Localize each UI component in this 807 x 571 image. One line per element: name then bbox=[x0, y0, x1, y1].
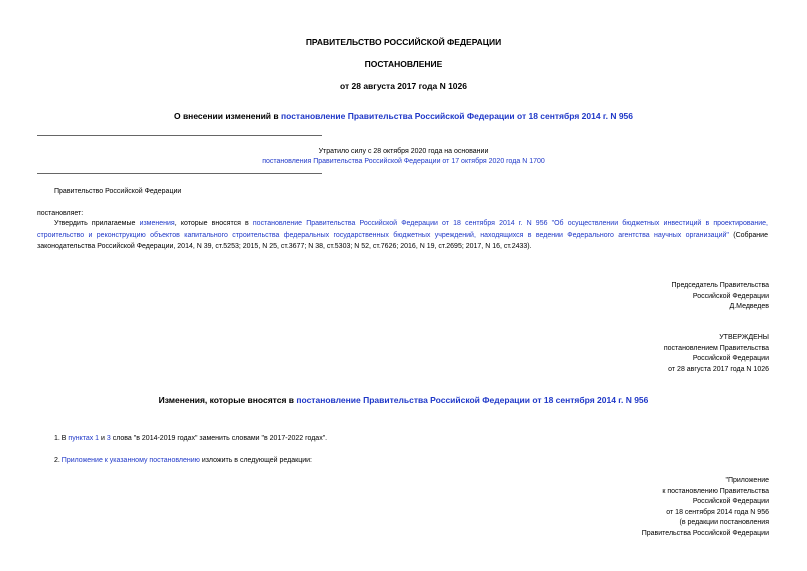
status-link[interactable]: постановления Правительства Российской Федерации от 17 октября 2020 года N 1700 bbox=[262, 158, 545, 165]
item-1-start: 1. В bbox=[54, 435, 69, 442]
item-2 bbox=[54, 455, 312, 467]
approved-line2: постановлением Правительства bbox=[663, 344, 769, 352]
approved-line3: Российской Федерации bbox=[692, 355, 769, 362]
divider-top bbox=[37, 135, 322, 136]
approved-block bbox=[664, 333, 769, 375]
item-1-link-points[interactable]: пунктах 1 bbox=[68, 435, 100, 442]
approved-line1: УТВЕРЖДЕНЫ bbox=[719, 334, 769, 341]
appendix-line6: Правительства Российской Федерации bbox=[641, 529, 769, 537]
item-1-end: слова "в 2014-2019 годах" заменить словами "в 2017-2022 годах". bbox=[110, 435, 328, 442]
status-line: Утратило силу с 28 октября 2020 года на основании bbox=[318, 148, 489, 155]
preamble-government: Правительство Российской Федерации bbox=[54, 188, 182, 195]
p1-link-changes[interactable]: изменения bbox=[139, 220, 175, 227]
p1-start: Утвердить прилагаемые bbox=[54, 220, 140, 227]
p1-mid: , которые вносятся в bbox=[174, 220, 253, 227]
item-2-link-appendix[interactable]: Приложение к указанному постановлению bbox=[61, 457, 200, 464]
appendix-line3: Российской Федерации bbox=[692, 498, 769, 505]
appendix-line1: "Приложение bbox=[725, 477, 769, 484]
appendix-line5: (в редакции постановления bbox=[679, 519, 769, 526]
approved-line4: от 28 августа 2017 года N 1026 bbox=[668, 365, 769, 373]
header-org: ПРАВИТЕЛЬСТВО РОССИЙСКОЙ ФЕДЕРАЦИИ bbox=[305, 37, 502, 47]
divider-bottom bbox=[37, 173, 322, 174]
changes-title bbox=[0, 395, 807, 405]
signature-line1: Председатель Правительства bbox=[671, 282, 769, 289]
item-2-start: 2. bbox=[54, 457, 62, 464]
item-1-and: и bbox=[99, 435, 107, 442]
appendix-block bbox=[642, 476, 769, 539]
appendix-line4: от 18 сентября 2014 года N 956 bbox=[666, 508, 769, 516]
item-2-end: изложить в следующей редакции: bbox=[199, 457, 312, 464]
signature-line3: Д.Медведев bbox=[729, 303, 769, 310]
appendix-line2: к постановлению Правительства bbox=[662, 487, 769, 495]
p1-end: (Собрание законодательства Российской Федерации, 2014, N 39, ст.5253; 2015, N 25, ст.3677; N 38, ст.5303; N 52, ст.7626; 2016, N 19, ст.2695; 2017, N 16, ст.2433). bbox=[37, 231, 768, 250]
header-doc-type: ПОСТАНОВЛЕНИЕ bbox=[364, 59, 443, 69]
changes-title-prefix: Изменения, которые вносятся в bbox=[158, 395, 297, 405]
title-link[interactable]: постановление Правительства Российской Федерации от 18 сентября 2014 г. N 956 bbox=[280, 111, 634, 121]
preamble-decides: постановляет: bbox=[37, 210, 84, 217]
p1-link-resolution[interactable]: постановление Правительства Российской Федерации от 18 сентября 2014 г. N 956 "Об осуществлении бюджетных инвестиций в проектирование, строительство и реконструкцию объектов капитального строительства федеральных государственных бюджетных учреждений, находящихся в ведении Федерального агентства научных организаций" bbox=[37, 220, 768, 239]
item-1-link-3[interactable]: 3 bbox=[106, 435, 111, 442]
document-title bbox=[0, 111, 807, 121]
item-1 bbox=[54, 433, 327, 445]
main-paragraph bbox=[37, 218, 768, 253]
signature-block bbox=[672, 281, 769, 313]
signature-line2: Российской Федерации bbox=[692, 292, 769, 300]
changes-title-link[interactable]: постановление Правительства Российской Федерации от 18 сентября 2014 г. N 956 bbox=[296, 395, 649, 405]
title-prefix: О внесении изменений в bbox=[173, 111, 281, 121]
header-date-number: от 28 августа 2017 года N 1026 bbox=[340, 81, 467, 91]
